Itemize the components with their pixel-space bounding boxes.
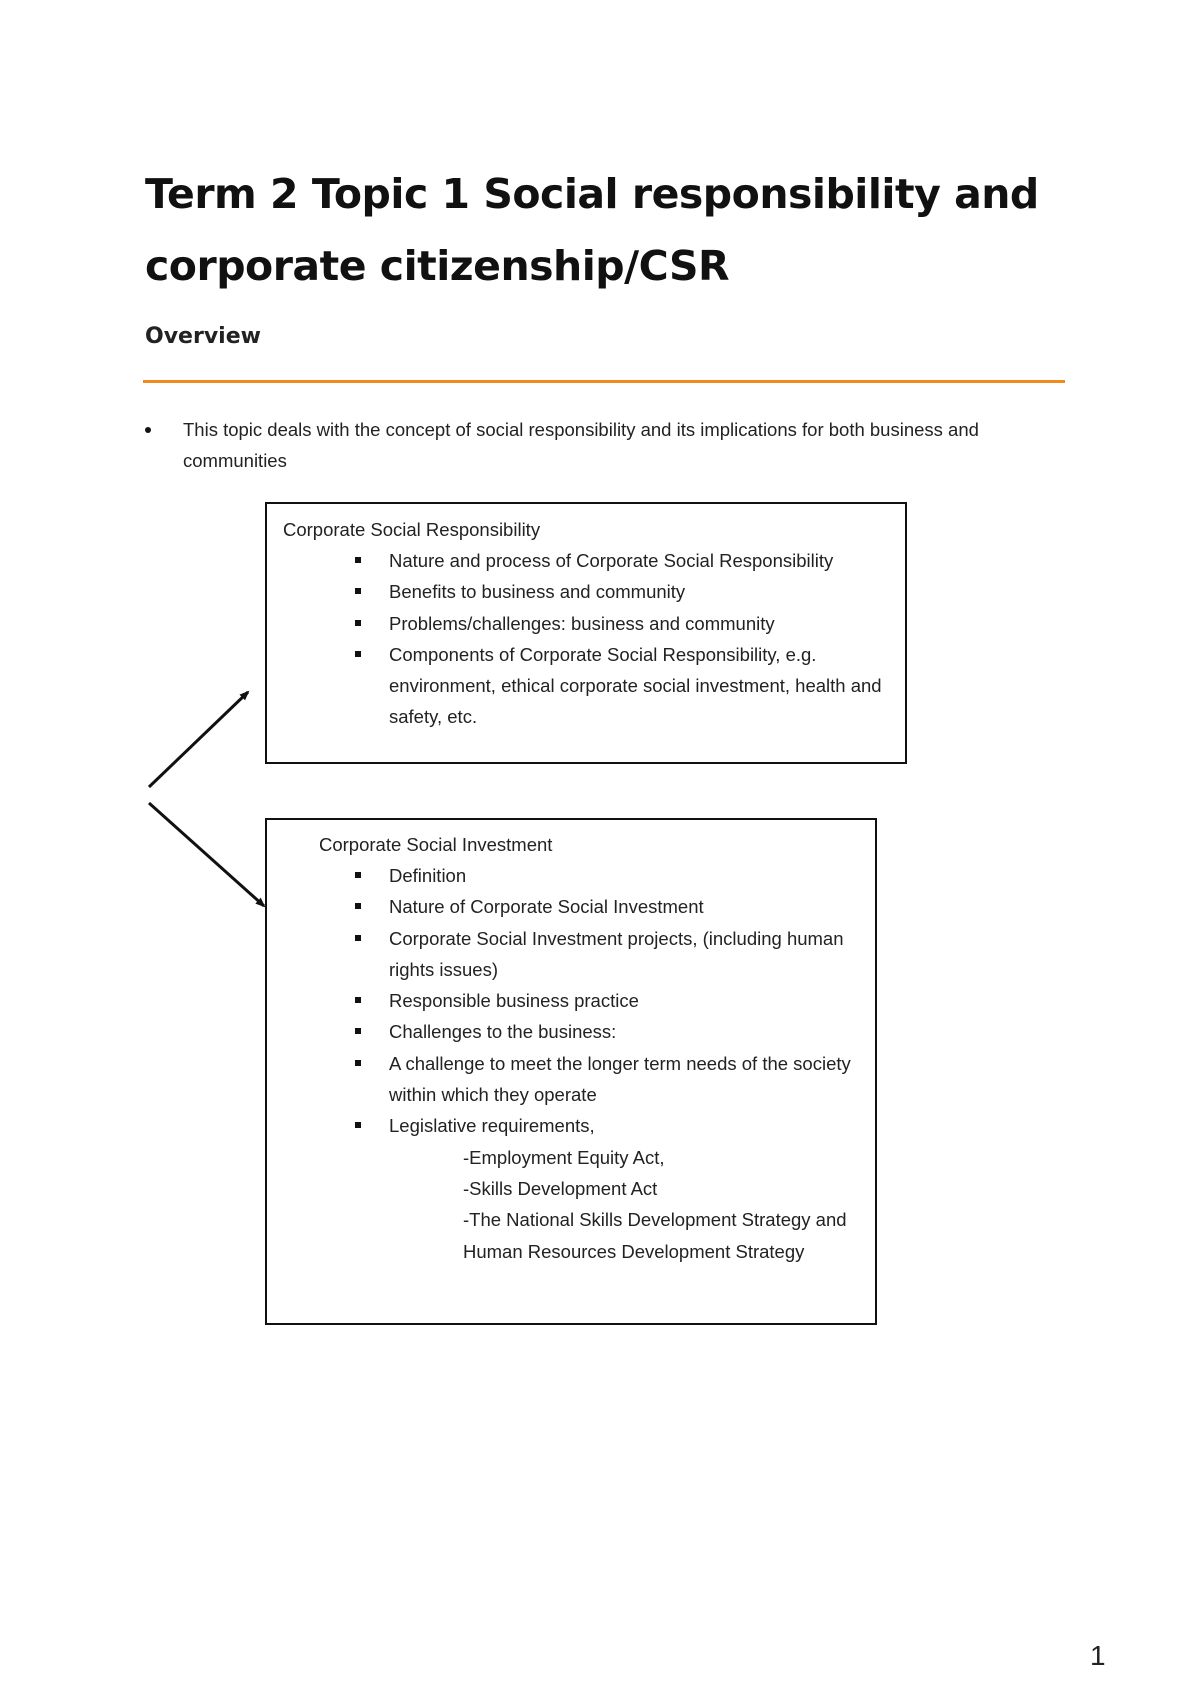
square-bullet-icon [355,1060,361,1066]
page-number: 1 [1090,1640,1106,1671]
list-item: Legislative requirements, -Employment Equity Act, -Skills Development Act -The National Skills Development Strategy and Human Resources Development Strategy [389,1110,859,1266]
list-item: Nature and process of Corporate Social Responsibility [389,545,889,576]
list-item: Challenges to the business: [389,1016,859,1047]
csr-heading: Corporate Social Responsibility [283,519,541,540]
legislation-item: -The National Skills Development Strategy and Human Resources Development Strategy [463,1209,847,1262]
square-bullet-icon [355,1122,361,1128]
legislation-item: -Employment Equity Act, [463,1146,665,1168]
list-item: Components of Corporate Social Responsibility, e.g. environment, ethical corporate social investment, health and safety, etc. [389,639,889,733]
list-item: Responsible business practice [389,985,859,1016]
csi-box [265,818,877,1325]
square-bullet-icon [355,651,361,657]
square-bullet-icon [355,872,361,878]
legislation-item: -Skills Development Act [463,1177,658,1199]
arrow-to-csr-box [149,692,248,787]
list-item: A challenge to meet the longer term needs of the society within which they operate [389,1048,859,1111]
square-bullet-icon [355,620,361,626]
page-title: Term 2 Topic 1 Social responsibility and corporate citizenship/CSR [145,170,1039,290]
square-bullet-icon [355,935,361,941]
square-bullet-icon [355,1028,361,1034]
arrow-to-csi-box [149,803,264,906]
intro-bullet-text: This topic deals with the concept of social responsibility and its implications for both business and communities [183,419,979,471]
square-bullet-icon [355,557,361,563]
list-item: Problems/challenges: business and community [389,608,889,639]
list-item: Corporate Social Investment projects, (including human rights issues) [389,923,859,986]
csr-list [389,545,889,733]
csi-list [389,860,859,1267]
legislation-list [389,1142,859,1267]
csr-box [265,502,907,764]
square-bullet-icon [355,903,361,909]
square-bullet-icon [355,588,361,594]
list-item: Nature of Corporate Social Investment [389,891,859,922]
square-bullet-icon [355,997,361,1003]
list-item: Benefits to business and community [389,576,889,607]
list-item: Definition [389,860,859,891]
overview-heading: Overview [145,324,261,349]
csi-heading: Corporate Social Investment [319,834,553,855]
